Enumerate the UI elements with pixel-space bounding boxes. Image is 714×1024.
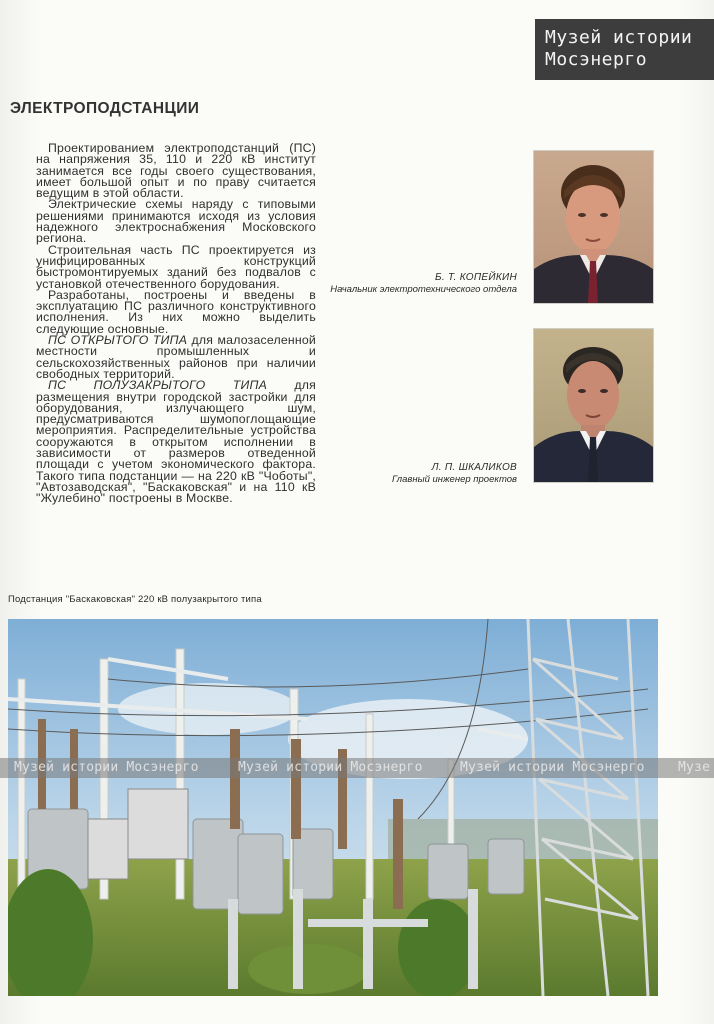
substation-photo <box>8 619 658 996</box>
page-title: ЭЛЕКТРОПОДСТАНЦИИ <box>10 100 200 117</box>
semi-closed-type-text: для размещения внутри городской застройки для оборудования, излучающего шум, предусматриваются шумопоглощающие мероприятия. Распределительные устройства сооружаются в открытом исполнении в зависимости от размеров отведенной площади с учетом экономического фактора. Такого типа подстанции — на 220 кВ "Чоботы", "Автозаводская", "Баскаковская" и на 110 кВ "Жулебино" построены в Москве. <box>36 378 316 506</box>
paragraph-developed: Разработаны, построены и введены в эксплуатацию ПС различного конструктивного исполнения. Из них можно выделить следующие основные. <box>36 287 316 336</box>
museum-logo <box>535 19 714 80</box>
watermark-text: Музей истории Мосэнерго <box>238 760 423 775</box>
watermark-text: Музей истории Мосэнерго <box>460 760 645 775</box>
semi-closed-type-heading: ПС ПОЛУЗАКРЫТОГО ТИПА <box>48 378 267 393</box>
watermark-text: Музей истории Мосэнерго <box>14 760 199 775</box>
person-role: Главный инженер проектов <box>392 473 517 485</box>
paragraph-semi-closed-type <box>36 380 316 504</box>
museum-logo-line-2: Мосэнерго <box>545 49 648 70</box>
paragraph-construction: Строительная часть ПС проектируется из унифицированных конструкций быстромонтируемых зданий без подвалов с установкой отечественного борудования. <box>36 242 316 291</box>
paragraph-schemes: Электрические схемы наряду с типовыми решениями принимаются исходя из условия надежного электроснабжения Московского региона. <box>36 197 316 246</box>
person-role: Начальник электротехнического отдела <box>330 283 517 295</box>
caption-kopeikin <box>297 272 517 295</box>
photo-caption: Подстанция "Баскаковская" 220 кВ полузакрытого типа <box>8 594 262 605</box>
open-type-heading: ПС ОТКРЫТОГО ТИПА <box>48 333 188 348</box>
person-name: Б. Т. КОПЕЙКИН <box>435 272 517 283</box>
open-type-text: для малозаселенной местности промышленных и сельскохозяйственных районов при наличии свободных территорий. <box>36 333 316 381</box>
watermark-text: Музе <box>678 760 711 775</box>
museum-logo-line-1: Музей истории <box>545 27 693 48</box>
person-name: Л. П. ШКАЛИКОВ <box>431 462 517 473</box>
caption-shkalikov <box>297 462 517 485</box>
article-body <box>36 143 316 505</box>
portrait-kopeikin <box>533 150 654 304</box>
paragraph-open-type <box>36 335 316 380</box>
paragraph-intro: Проектированием электроподстанций (ПС) на напряжения 35, 110 и 220 кВ институт занимается все годы своего существования, имеет большой опыт и по праву считается ведущим в этой области. <box>36 141 316 201</box>
portrait-shkalikov <box>533 328 654 483</box>
